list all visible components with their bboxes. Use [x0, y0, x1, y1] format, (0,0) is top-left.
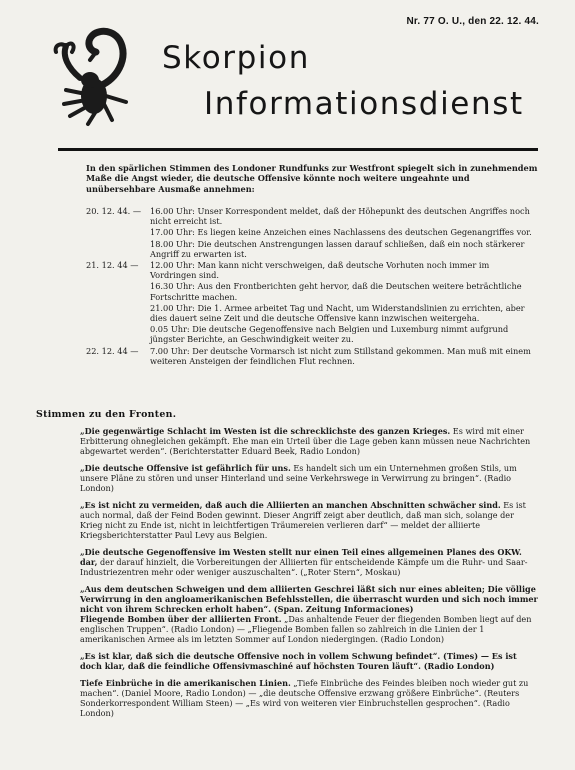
quotes-section	[80, 426, 538, 725]
quote-body: der darauf hinzielt, die Vorbereitungen der Alliierten für entscheidende Kämpfe um die Ruhr- und Saar-Industriezentren mehr oder weniger auszuschalten“. („Roter Stern“, Moskau)	[80, 557, 528, 577]
radio-timeline	[86, 206, 538, 367]
quote-paragraph	[80, 678, 538, 718]
quote-lead: „Aus dem deutschen Schweigen und dem alliierten Geschrei läßt sich nur eines ableiten; Die völlige Verwirrung in den angloamerikanischen Befehlsstellen, die überrascht wurden und sich noch immer nicht von ihrem Schrecken erholt haben“. (Span. Zeitung Informaciones)	[80, 584, 538, 614]
timeline-entry: 12.00 Uhr: Man kann nicht verschweigen, daß deutsche Vorhuten noch immer im Vordringen sind.	[150, 260, 490, 281]
timeline-entry: 7.00 Uhr: Der deutsche Vormarsch ist nicht zum Stillstand gekommen. Man muß mit einem weiteren Ansteigen der feindlichen Flut rechnen.	[150, 345, 531, 366]
timeline-day	[86, 346, 538, 367]
intro-paragraph: In den spärlichen Stimmen des Londoner Rundfunks zur Westfront spiegelt sich in zunehmendem Maße die Angst wieder, die deutsche Offensive könnte noch weitere ungeahnte und unübersehbare Ausmaße annehmen:	[86, 163, 538, 194]
timeline-entry: 16.00 Uhr: Unser Korrespondent meldet, daß der Höhepunkt des deutschen Angriffes noch nicht erreicht ist.	[150, 206, 530, 227]
quote-lead: „Es ist nicht zu vermeiden, daß auch die Alliierten an manchen Abschnitten schwächer sind.	[80, 500, 501, 510]
quote-lead: Tiefe Einbrüche in die amerikanischen Linien.	[80, 678, 291, 688]
quote-body: Es ist auch normal, daß der Feind Boden gewinnt. Dieser Angriff zeigt aber deutlich, daß man sich, solange der Krieg nicht zu Ende ist, nicht in leichtfertigen Träumereien verlieren darf“ — meldet der alliierte Kriegsberichterstatter Paul Levy aus Belgien.	[80, 500, 526, 540]
timeline-entry: 16.30 Uhr: Aus den Frontberichten geht hervor, daß die Deutschen weitere beträchtliche Fortschritte machen.	[150, 281, 522, 302]
quote-paragraph	[80, 463, 538, 493]
quote-body: Es wird mit einer Erbitterung ohnegleichen gekämpft. Ehe man ein Urteil über die Lage geben kann müssen neue Nachrichten abgewartet werden“. (Berichterstatter Eduard Beek, Radio London)	[80, 426, 531, 456]
timeline-day	[86, 206, 538, 260]
scorpion-icon	[40, 16, 152, 136]
issue-number-date: Nr. 77 O. U., den 22. 12. 44.	[406, 16, 539, 27]
quote-body: Es handelt sich um ein Unternehmen großen Stils, um unsere Pläne zu stören und unser Hinterland und seine Verkehrswege in Verwirrung zu bringen“. (Radio London)	[80, 463, 517, 493]
timeline-entry: 0.05 Uhr: Die deutsche Gegenoffensive nach Belgien und Luxemburg nimmt aufgrund jüngster Berichte, an Geschwindigkeit weiter zu.	[150, 324, 509, 345]
masthead-rule	[58, 148, 538, 151]
quote-paragraph	[80, 584, 538, 614]
masthead-title-line1: Skorpion	[162, 40, 310, 76]
timeline-date: 21. 12. 44 —	[86, 260, 139, 271]
timeline-entry: 17.00 Uhr: Es liegen keine Anzeichen eines Nachlassens des deutschen Gegenangriffes vor.	[150, 227, 532, 238]
quote-lead: Fliegende Bomben über der alliierten Front.	[80, 614, 282, 624]
quote-lead: „Die deutsche Gegenoffensive im Westen stellt nur einen Teil eines allgemeinen Planes des OKW. dar,	[80, 547, 522, 567]
section-heading: Stimmen zu den Fronten.	[36, 409, 177, 420]
timeline-date: 20. 12. 44. —	[86, 206, 142, 216]
quote-paragraph	[80, 651, 538, 671]
quote-paragraph	[80, 426, 538, 456]
quote-lead: „Es ist klar, daß sich die deutsche Offensive noch in vollem Schwung befindet“. (Times) — Es ist doch klar, daß die feindliche Offensivmaschiné auf höchsten Touren läuft“. (Radio London)	[80, 651, 517, 671]
quote-paragraph	[80, 547, 538, 577]
timeline-day	[86, 260, 538, 346]
timeline-date: 22. 12. 44 —	[86, 345, 139, 356]
quote-paragraph	[80, 614, 538, 644]
quote-lead: „Die gegenwärtige Schlacht im Westen ist die schrecklichste des ganzen Krieges.	[80, 426, 451, 436]
masthead-title-line2: Informationsdienst	[204, 86, 524, 122]
timeline-entry: 21.00 Uhr: Die 1. Armee arbeitet Tag und Nacht, um Widerstandslinien zu errichten, aber dies dauert seine Zeit und die deutsche Offensive kann inzwischen weitergeha.	[150, 302, 525, 324]
quote-body: „Tiefe Einbrüche des Feindes bleiben noch wieder gut zu machen“. (Daniel Moore, Radio London) — „die deutsche Offensive erzwang größere Einbrüche“. (Reuters Sonderkorrespondent William Steen) — „Es wird von weiteren vier Einbruchstellen gesprochen“. (Radio London)	[80, 678, 529, 718]
timeline-entry: 18.00 Uhr: Die deutschen Anstrengungen lassen darauf schließen, daß ein noch stärkerer Angriff zu erwarten ist.	[150, 238, 525, 259]
quote-body: „Das anhaltende Feuer der fliegenden Bomben liegt auf den englischen Truppen“. (Radio London) — „Fliegende Bomben fallen so zahlreich in die Linien der 1 amerikanischen Armee als im letzten Sommer auf London niedergingen. (Radio London)	[80, 614, 532, 644]
quote-paragraph	[80, 500, 538, 540]
quote-lead: „Die deutsche Offensive ist gefährlich für uns.	[80, 463, 291, 473]
